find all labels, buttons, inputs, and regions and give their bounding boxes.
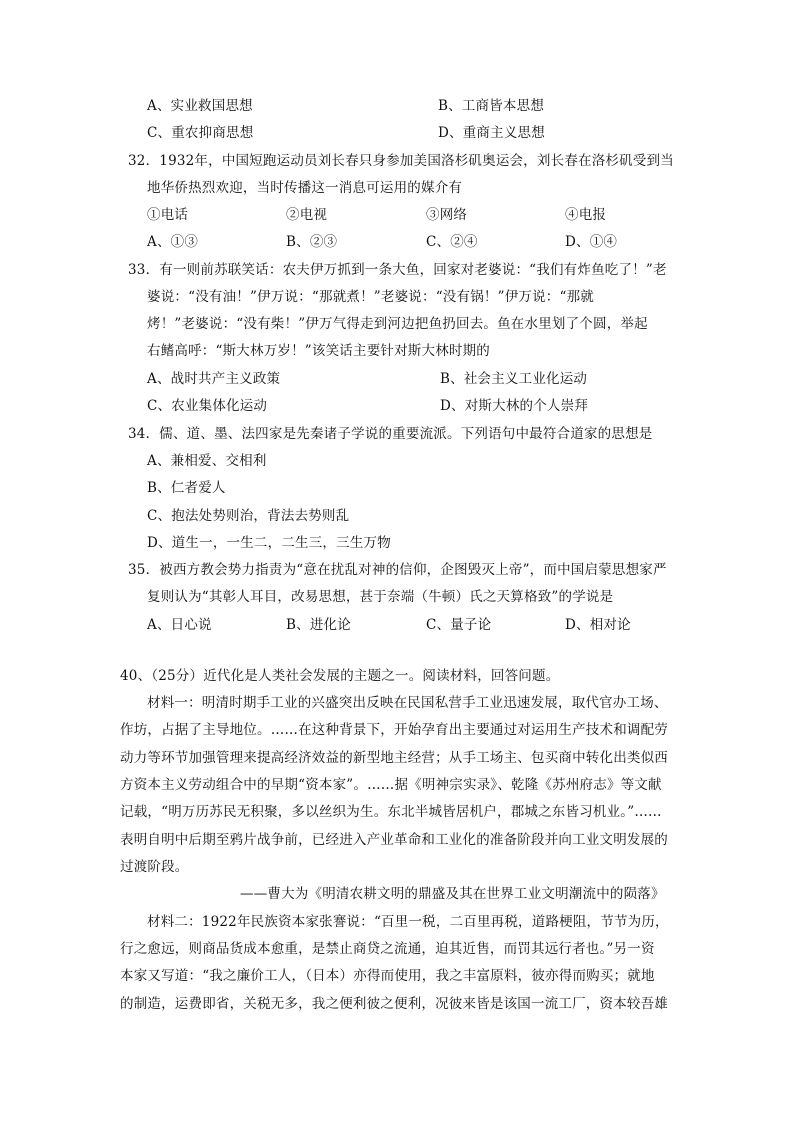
q31-option-d: D、重商主义思想 xyxy=(438,125,545,141)
q32-option-d: D、①④ xyxy=(565,234,618,250)
q32-stem-text: 32．1932年，中国短跑运动员刘长春只身参加美国洛杉矶奥运会，刘长春在洛杉矶受到当 xyxy=(128,153,674,169)
q31-option-a: A、实业救国思想 xyxy=(147,98,253,114)
q40-material1-text: 作坊，占据了主导地位。……在这种背景下，开始孕育出主要通过对运用生产技术和调配劳 xyxy=(120,722,668,738)
q32-option-b: B、②③ xyxy=(286,234,338,250)
q32-item: ②电视 xyxy=(286,207,328,223)
q32-option-c: C、②④ xyxy=(426,234,478,250)
q33-option-b: B、社会主义工业化运动 xyxy=(440,371,588,387)
q32-option-a: A、①③ xyxy=(147,234,199,250)
q40-source1-citation: ——曹大为《明清农耕文明的鼎盛及其在世界工业文明潮流中的陨落》 xyxy=(240,886,665,902)
q33-stem-text: 婆说：“没有油！”伊万说：“那就煮！”老婆说：“没有锅！”伊万说：“那就 xyxy=(147,289,595,305)
q33-option-a: A、战时共产主义政策 xyxy=(147,371,281,387)
q40-material1-text: 表明自明中后期至鸦片战争前，已经进入产业革命和工业化的准备阶段并向工业文明发展的 xyxy=(120,832,668,848)
q35-option-c: C、量子论 xyxy=(426,617,492,633)
q33-stem-text: 烤！”老婆说：“没有柴！”伊万气得走到河边把鱼扔回去。鱼在水里划了个圆，举起 xyxy=(147,316,648,332)
q40-stem-text: 40、（25分）近代化是人类社会发展的主题之一。阅读材料，回答问题。 xyxy=(120,668,560,684)
q40-material2-text: 本家又写道：“我之廉价工人，（日本）亦得而使用，我之丰富原料，彼亦得而购买；就地 xyxy=(120,968,655,984)
q34-stem-text: 34．儒、道、墨、法四家是先秦诸子学说的重要流派。下列语句中最符合道家的思想是 xyxy=(128,426,653,442)
q35-stem-text: 复则认为“其彰人耳目，改易思想，甚于奈端（牛顿）氏之天算格致”的学说是 xyxy=(147,589,614,605)
q40-material1-text: 材料一：明清时期手工业的兴盛突出反映在民国私营手工业迅速发展，取代官办工场、 xyxy=(147,695,668,711)
q32-item: ④电报 xyxy=(565,207,607,223)
q32-stem-text: 地华侨热烈欢迎，当时传播这一消息可运用的媒介有 xyxy=(147,180,463,196)
q31-option-c: C、重农抑商思想 xyxy=(147,125,254,141)
q32-item: ③网络 xyxy=(426,207,468,223)
q40-material1-text: 过渡阶段。 xyxy=(120,859,189,875)
q40-material1-text: 记载，“明万历苏民无积聚，多以丝织为生。东北半城皆居机户，郡城之东皆习机业。”…… xyxy=(120,804,662,820)
q33-stem-text: 右鳍高呼：“斯大林万岁！”该笑话主要针对斯大林时期的 xyxy=(147,343,491,359)
q34-option-c: C、抱法处势则治，背法去势则乱 xyxy=(147,508,350,524)
q35-option-a: A、日心说 xyxy=(147,617,212,633)
q40-material1-text: 动力等环节加强管理来提高经济效益的新型地主经营；从手工场主、包买商中转化出类似西 xyxy=(120,750,668,766)
q31-option-b: B、工商皆本思想 xyxy=(438,98,545,114)
q35-stem-text: 35．被西方教会势力指责为“意在扰乱对神的信仰，企图毁灭上帝”，而中国启蒙思想家严 xyxy=(128,562,667,578)
q33-option-c: C、农业集体化运动 xyxy=(147,398,268,414)
q34-option-a: A、兼相爱、交相利 xyxy=(147,453,267,469)
q40-material2-text: 行之愈远，则商品货成本愈重，是禁止商贷之流通，迫其近售，而罚其远行者也。”另一资 xyxy=(120,941,655,957)
q40-material1-text: 方资本主义劳动组合中的早期“资本家”。……据《明神宗实录》、乾隆《苏州府志》等文献 xyxy=(120,777,662,793)
q33-option-d: D、对斯大林的个人崇拜 xyxy=(440,398,589,414)
q34-option-b: B、仁者爱人 xyxy=(147,480,226,496)
q35-option-b: B、进化论 xyxy=(286,617,351,633)
q33-stem-text: 33．有一则前苏联笑话：农夫伊万抓到一条大鱼，回家对老婆说：“我们有炸鱼吃了！”老 xyxy=(128,262,667,278)
q32-item: ①电话 xyxy=(147,207,189,223)
q40-material2-text: 的制造，运费即省，关税无多，我之便利彼之便利，况彼来皆是该国一流工厂，资本较吾雄 xyxy=(120,996,668,1012)
q35-option-d: D、相对论 xyxy=(565,617,631,633)
q40-material2-text: 材料二：1922年民族资本家张謇说：“百里一税，二百里再税，道路梗阻，节节为历， xyxy=(147,914,669,930)
q34-option-d: D、道生一，一生二，二生三，三生万物 xyxy=(147,535,391,551)
